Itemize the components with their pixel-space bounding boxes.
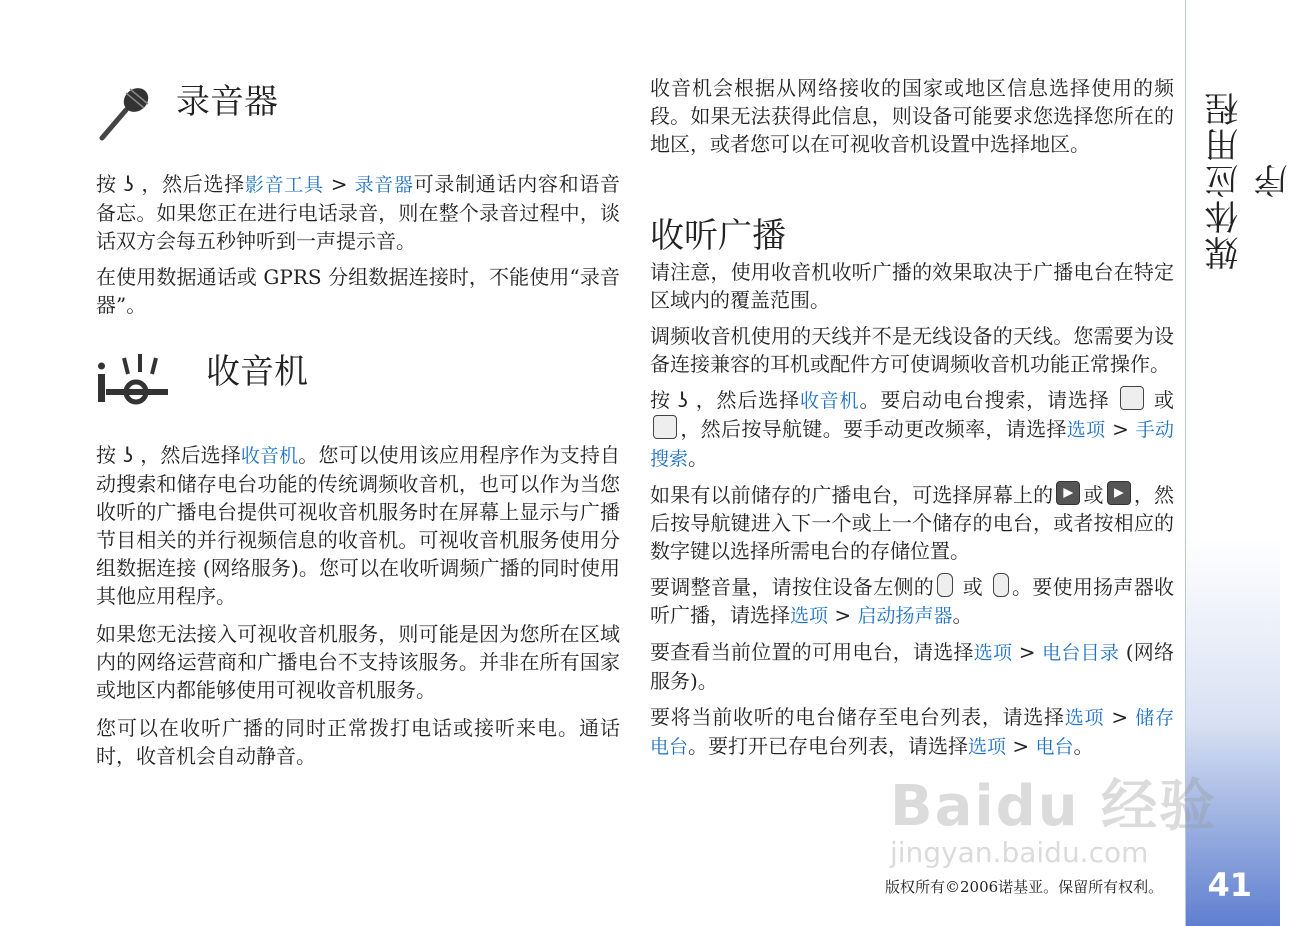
baidu-watermark <box>890 762 1220 872</box>
link-activate-speaker[interactable]: 启动扬声器 <box>857 605 953 627</box>
link-recorder[interactable]: 录音器 <box>354 174 414 196</box>
chapter-title: 媒体应用程序 <box>1205 90 1294 270</box>
scan-down-icon <box>653 415 677 439</box>
listen-paragraph-7: 要将当前收听的电台储存至电台列表，请选择选项 > 储存电台。要打开已存电台列表，请选择选项 > 电台。 <box>650 705 1174 758</box>
link-media-tools[interactable]: 影音工具 <box>244 174 324 196</box>
radio-paragraph-3: 您可以在收听广播的同时正常拨打电话或接听来电。通话时，收音机会自动静音。 <box>96 716 620 768</box>
menu-key-icon: ʖ <box>123 443 134 467</box>
link-options[interactable]: 选项 <box>1066 419 1106 441</box>
link-options-5[interactable]: 选项 <box>968 736 1007 758</box>
listen-paragraph-2: 调频收音机使用的天线并不是无线设备的天线。您需要为设备连接兼容的耳机或配件方可使调频收音机功能正常操作。 <box>650 324 1174 376</box>
radio-heading: 收音机 <box>206 352 308 392</box>
link-stations[interactable]: 电台 <box>1035 736 1074 758</box>
scan-up-icon <box>1120 386 1144 410</box>
next-station-icon <box>1107 481 1131 505</box>
link-save-station[interactable]: 储存电台 <box>650 707 1174 758</box>
watermark-logo: Baidu 经验 <box>890 774 1218 839</box>
menu-key-icon: ʖ <box>123 172 134 196</box>
radio-icon <box>96 352 172 410</box>
listen-paragraph-1: 请注意，使用收音机收听广播的效果取决于广播电台在特定区域内的覆盖范围。 <box>650 260 1174 312</box>
page-number: 41 <box>1207 866 1252 904</box>
link-station-directory[interactable]: 电台目录 <box>1042 642 1120 664</box>
microphone-icon <box>96 84 154 142</box>
link-radio-2[interactable]: 收音机 <box>799 390 860 412</box>
recorder-heading: 录音器 <box>176 82 278 122</box>
volume-up-key-icon <box>993 573 1009 597</box>
volume-down-key-icon <box>937 573 953 597</box>
link-options-4[interactable]: 选项 <box>1064 707 1105 729</box>
listen-paragraph-5: 要调整音量，请按住设备左侧的 或 。要使用扬声器收听广播，请选择选项 > 启动扬声器。 <box>650 575 1175 627</box>
link-radio[interactable]: 收音机 <box>240 445 299 467</box>
radio-paragraph-2: 如果您无法接入可视收音机服务，则可能是因为您所在区域内的网络运营商和广播电台不支持该服务。并非在所有国家或地区内都能够使用可视收音机服务。 <box>96 622 620 702</box>
recorder-paragraph-1: 按 ʖ ，然后选择影音工具 > 录音器可录制通话内容和语音备忘。如果您正在进行电话录音，则在整个录音过程中，谈话双方会每五秒钟听到一声提示音。 <box>96 172 620 253</box>
link-options-2[interactable]: 选项 <box>790 605 829 627</box>
copyright-notice: 版权所有©2006诺基亚。保留所有权利。 <box>885 878 1164 896</box>
radio-paragraph-1: 按 ʖ ，然后选择收音机。您可以使用该应用程序作为支持自动搜索和储存电台功能的传统调频收音机，也可以作为当您收听的广播电台提供可视收音机服务时在屏幕上显示与广播节目相关的并行视频信息的收音机。可视收音机服务使用分组数据连接 (网络服务)。您可以在收听调频广播的同时使用其他应用程序。 <box>96 443 620 608</box>
radio-paragraph-4: 收音机会根据从网络接收的国家或地区信息选择使用的频段。如果无法获得此信息，则设备可能要求您选择您所在的地区，或者您可以在可视收音机设置中选择地区。 <box>650 76 1174 156</box>
listen-paragraph-3: 按 ʖ ，然后选择收音机。要启动电台搜索，请选择 或 ，然后按导航键。要手动更改频率，请选择选项 > 手动搜索。 <box>650 388 1175 470</box>
listen-paragraph-4: 如果有以前储存的广播电台，可选择屏幕上的 或 ，然后按导航键进入下一个或上一个储存的电台，或者按相应的数字键以选择所需电台的存储位置。 <box>650 483 1175 563</box>
link-options-3[interactable]: 选项 <box>973 642 1013 664</box>
menu-key-icon: ʖ <box>677 388 688 412</box>
listen-heading: 收听广播 <box>650 216 786 256</box>
link-manual-search[interactable]: 手动搜索 <box>650 419 1174 470</box>
watermark-url: jingyan.baidu.com <box>890 836 1149 869</box>
listen-paragraph-6: 要查看当前位置的可用电台，请选择选项 > 电台目录 (网络服务)。 <box>650 640 1174 693</box>
recorder-paragraph-2: 在使用数据通话或 GPRS 分组数据连接时，不能使用“录音器”。 <box>96 265 620 317</box>
previous-station-icon <box>1056 481 1080 505</box>
